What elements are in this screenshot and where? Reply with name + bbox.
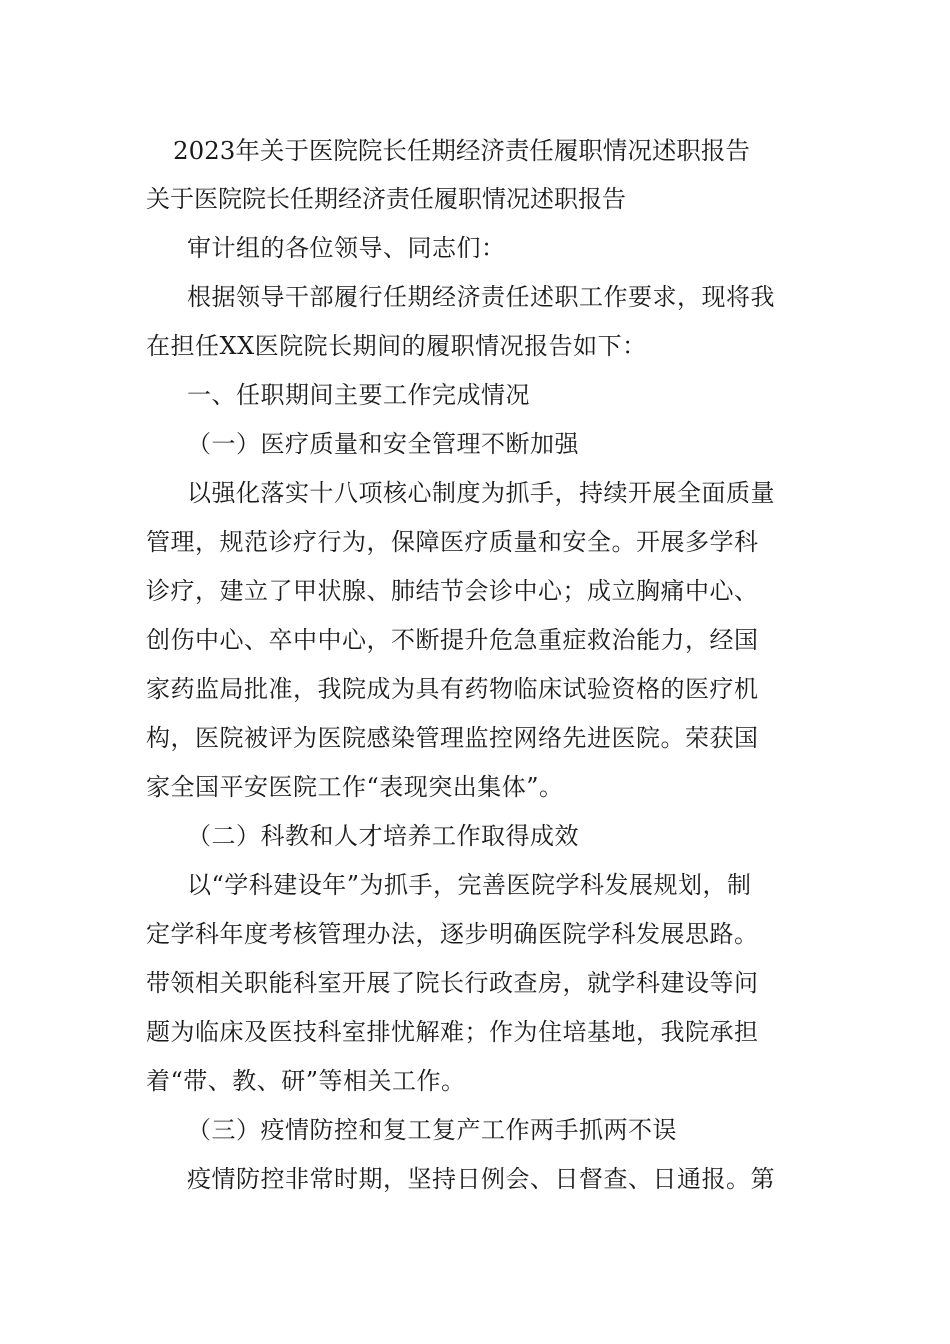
subsection-heading: （一）医疗质量和安全管理不断加强 (187, 430, 579, 458)
document-body (146, 128, 810, 1204)
subsection-heading: （二）科教和人才培养工作取得成效 (187, 822, 579, 850)
subsection-heading: （三）疫情防控和复工复产工作两手抓两不误 (187, 1116, 677, 1144)
section-heading: 一、任职期间主要工作完成情况 (187, 381, 530, 409)
paragraph-line: 诊疗，建立了甲状腺、肺结节会诊中心；成立胸痛中心、 (146, 577, 759, 605)
intro-line: 根据领导干部履行任期经济责任述职工作要求，现将我 (187, 283, 775, 311)
paragraph-line: 构，医院被评为医院感染管理监控网络先进医院。荣获国 (146, 724, 759, 752)
paragraph-line: 家全国平安医院工作“表现突出集体”。 (146, 773, 564, 801)
paragraph-line: 以“学科建设年”为抓手，完善医院学科发展规划，制 (187, 871, 752, 899)
paragraph-line: 管理，规范诊疗行为，保障医疗质量和安全。开展多学科 (146, 528, 759, 556)
paragraph-line: 创伤中心、卒中中心，不断提升危急重症救治能力，经国 (146, 626, 759, 654)
document-subtitle: 关于医院院长任期经济责任履职情况述职报告 (146, 185, 626, 213)
paragraph-line: 家药监局批准，我院成为具有药物临床试验资格的医疗机 (146, 675, 759, 703)
intro-line: 在担任XX医院院长期间的履职情况报告如下： (146, 332, 647, 360)
paragraph-line: 题为临床及医技科室排忧解难；作为住培基地，我院承担 (146, 1018, 759, 1046)
document-title: 2023年关于医院院长任期经济责任履职情况述职报告 (173, 136, 750, 165)
salutation: 审计组的各位领导、同志们： (187, 234, 506, 262)
paragraph-line: 以强化落实十八项核心制度为抓手，持续开展全面质量 (187, 479, 775, 507)
paragraph-line: 着“带、教、研”等相关工作。 (146, 1067, 466, 1095)
paragraph-line: 定学科年度考核管理办法，逐步明确医院学科发展思路。 (146, 920, 759, 948)
paragraph-line: 带领相关职能科室开展了院长行政查房，就学科建设等问 (146, 969, 759, 997)
paragraph-line: 疫情防控非常时期，坚持日例会、日督查、日通报。第 (187, 1165, 775, 1193)
